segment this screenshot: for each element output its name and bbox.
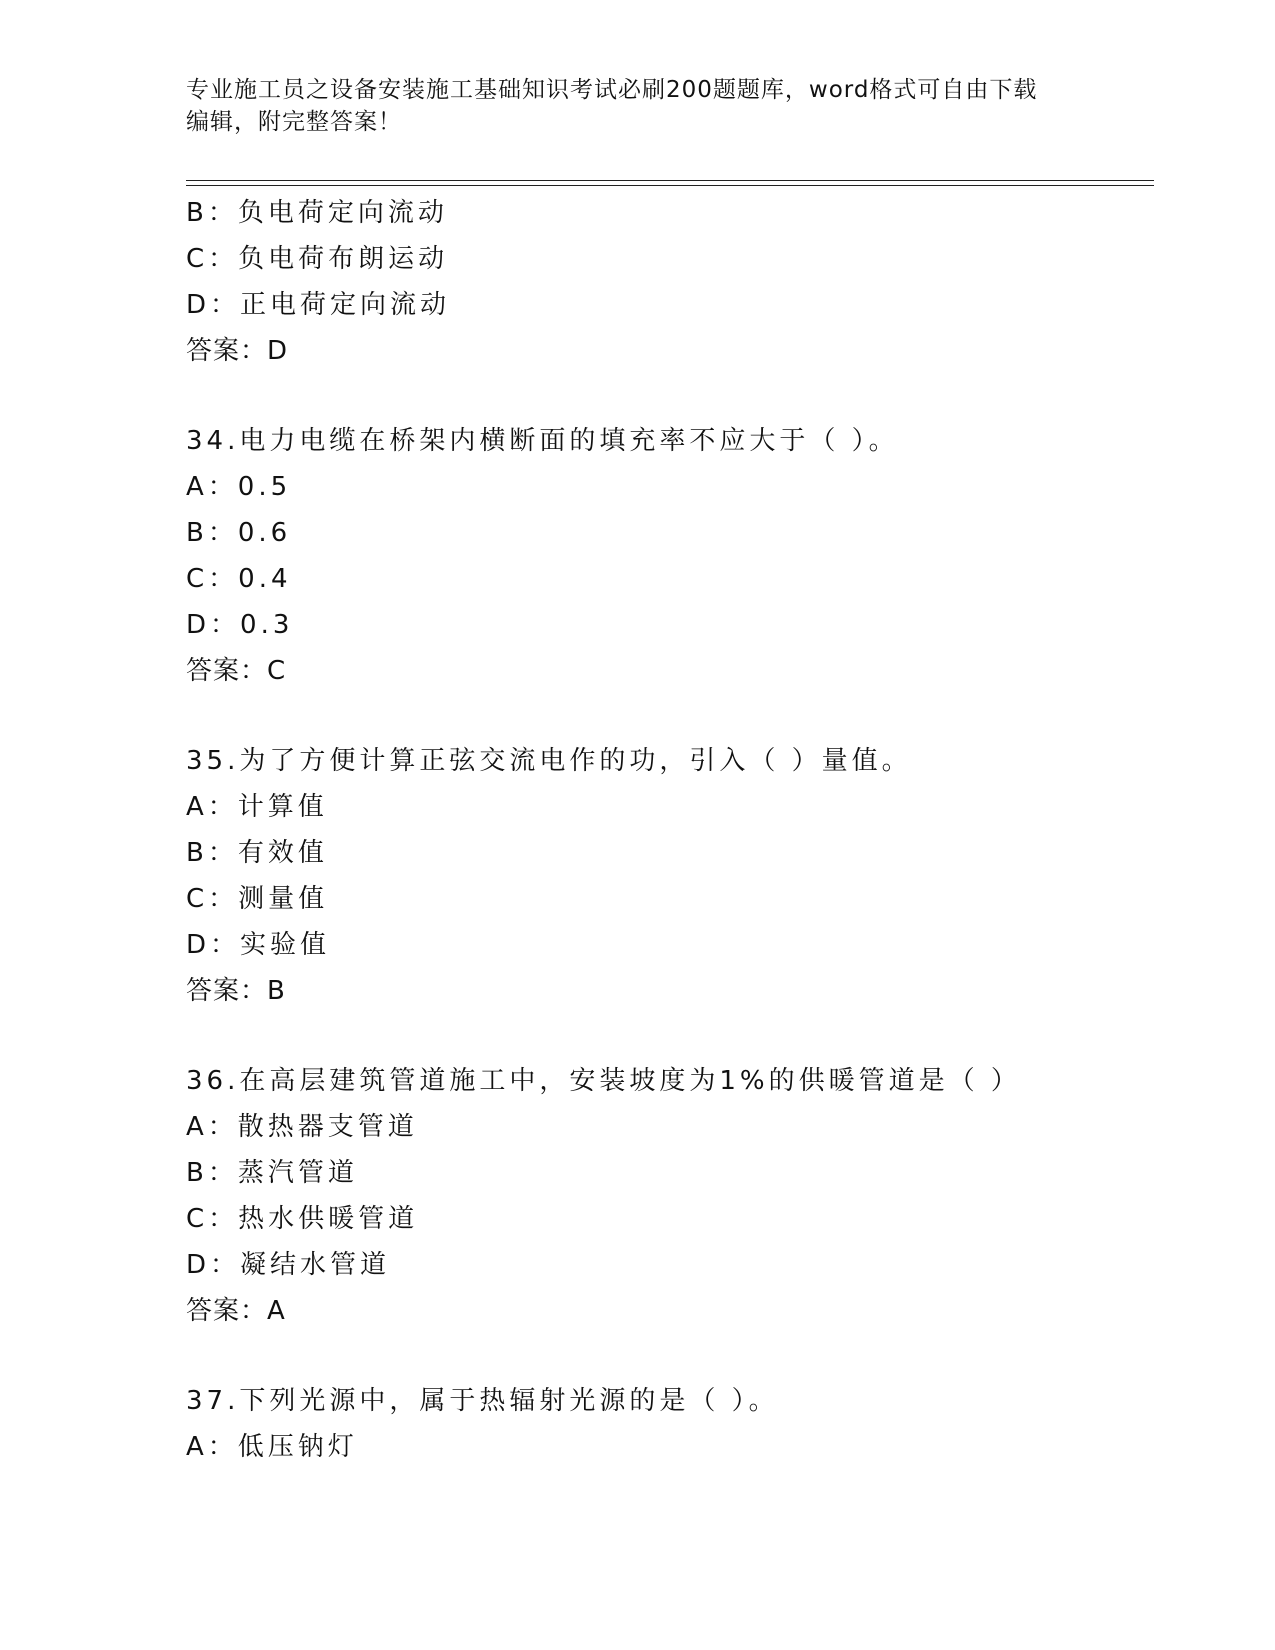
question-text: 34.电力电缆在桥架内横断面的填充率不应大于（ ）。 <box>186 426 899 456</box>
option-b: B：负电荷定向流动 <box>186 198 448 228</box>
question-34 <box>186 418 1154 694</box>
option-c: C：热水供暖管道 <box>186 1204 419 1234</box>
question-text: 37.下列光源中，属于热辐射光源的是（ ）。 <box>186 1386 779 1416</box>
option-a: A：计算值 <box>186 792 328 822</box>
header-line-1: 专业施工员之设备安装施工基础知识考试必刷200题题库，word格式可自由下载 <box>186 77 1038 103</box>
option-d: D：正电荷定向流动 <box>186 290 451 320</box>
header-divider-top <box>186 180 1154 181</box>
header-divider-bottom <box>186 185 1154 186</box>
question-text: 35.为了方便计算正弦交流电作的功，引入（ ）量值。 <box>186 746 912 776</box>
question-spacer <box>186 1334 1154 1378</box>
question-text: 36.在高层建筑管道施工中，安装坡度为1%的供暖管道是（ ） <box>186 1066 1021 1096</box>
answer-line: 答案：B <box>186 976 286 1006</box>
option-d: D：0.3 <box>186 610 294 640</box>
header-line-2: 编辑，附完整答案！ <box>186 109 402 135</box>
document-header <box>186 74 1086 138</box>
option-b: B：蒸汽管道 <box>186 1158 358 1188</box>
option-a: A：0.5 <box>186 472 292 502</box>
question-35 <box>186 738 1154 1014</box>
question-36 <box>186 1058 1154 1334</box>
question-list <box>186 190 1154 1470</box>
question-spacer <box>186 1014 1154 1058</box>
answer-line: 答案：D <box>186 336 289 366</box>
option-d: D：凝结水管道 <box>186 1250 391 1280</box>
option-b: B：有效值 <box>186 838 328 868</box>
option-d: D：实验值 <box>186 930 331 960</box>
option-a: A：低压钠灯 <box>186 1432 358 1462</box>
answer-line: 答案：A <box>186 1296 286 1326</box>
option-a: A：散热器支管道 <box>186 1112 418 1142</box>
option-b: B：0.6 <box>186 518 292 548</box>
option-c: C：0.4 <box>186 564 292 594</box>
answer-line: 答案：C <box>186 656 287 686</box>
question-continued <box>186 190 1154 374</box>
option-c: C：负电荷布朗运动 <box>186 244 449 274</box>
question-37 <box>186 1378 1154 1470</box>
question-spacer <box>186 694 1154 738</box>
option-c: C：测量值 <box>186 884 329 914</box>
question-spacer <box>186 374 1154 418</box>
